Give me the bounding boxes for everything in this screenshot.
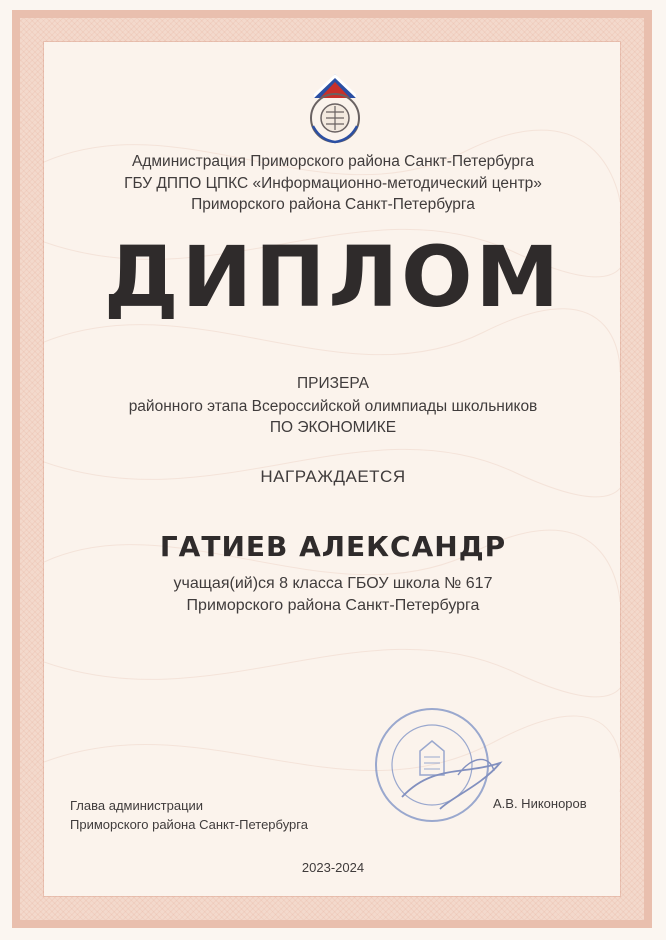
academic-year: 2023-2024 <box>301 860 365 875</box>
diploma-title: ДИПЛОМ <box>103 228 563 326</box>
org-line-1: Администрация Приморского района Санкт-Петербурга <box>132 153 534 170</box>
olympiad-emblem-icon <box>296 68 374 148</box>
award-stage: районного этапа Всероссийской олимпиады школьников <box>128 398 538 415</box>
official-seal-icon <box>362 705 512 825</box>
recipient-school: учащая(ий)ся 8 класса ГБОУ школа № 617 <box>173 575 493 592</box>
org-line-3: Приморского района Санкт-Петербурга <box>191 196 475 213</box>
recipient-name: ГАТИЕВ АЛЕКСАНДР <box>159 530 507 563</box>
awarded-label: НАГРАЖДАЕТСЯ <box>260 467 406 486</box>
position-line-1: Глава администрации <box>70 798 204 813</box>
signer-name: А.В. Никоноров <box>493 796 587 811</box>
signatory-position <box>70 796 308 834</box>
org-line-2: ГБУ ДППО ЦПКС «Информационно-методический центр» <box>124 175 542 192</box>
award-degree: ПРИЗЕРА <box>297 375 369 392</box>
position-line-2: Приморского района Санкт-Петербурга <box>70 817 308 832</box>
recipient-district: Приморского района Санкт-Петербурга <box>186 597 480 614</box>
award-subject: ПО ЭКОНОМИКЕ <box>269 419 397 436</box>
